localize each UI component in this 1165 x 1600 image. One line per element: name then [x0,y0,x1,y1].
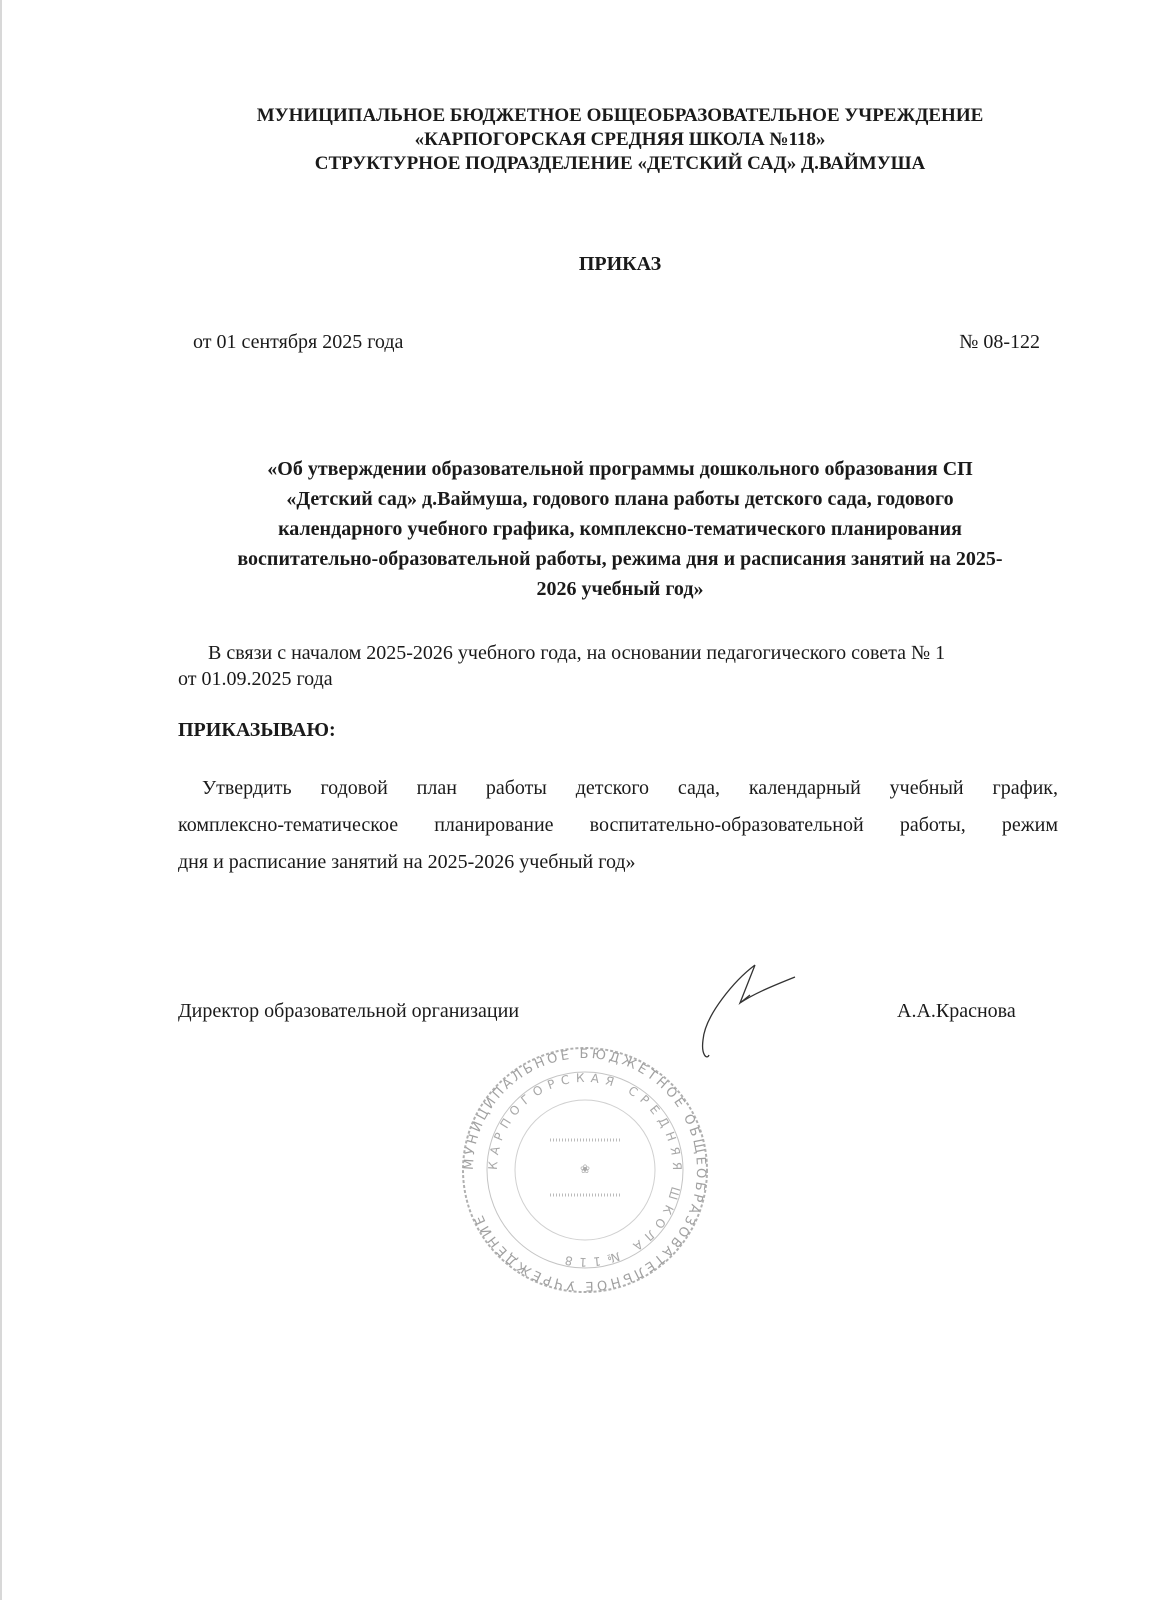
title-line: «Детский сад» д.Ваймуша, годового плана работы детского сада, годового [286,488,954,510]
preamble-line: от 01.09.2025 года [178,668,333,690]
header-line: «КАРПОГОРСКАЯ СРЕДНЯЯ ШКОЛА №118» [414,129,826,150]
body-line: Утвердить годовой план работы детского сада, календарный учебный график, [202,777,1058,799]
document-type: ПРИКАЗ [578,253,662,275]
handwritten-signature [695,955,805,1065]
title-line: «Об утверждении образовательной программы дошкольного образования СП [267,458,973,480]
svg-text:МУНИЦИПАЛЬНОЕ БЮДЖЕТНОЕ ОБЩЕОБ: МУНИЦИПАЛЬНОЕ БЮДЖЕТНОЕ ОБЩЕОБРАЗОВАТЕЛЬНОЕ УЧРЕЖДЕНИЕ [461,1046,709,1294]
preamble [178,640,1058,692]
organization-header [120,104,1120,176]
signatory-position: Директор образовательной организации [178,1000,520,1022]
document-title [175,454,1065,604]
document-number: № 08-122 [959,331,1040,353]
scan-edge [0,0,2,1600]
header-line: СТРУКТУРНОЕ ПОДРАЗДЕЛЕНИЕ «ДЕТСКИЙ САД» Д.ВАЙМУША [314,153,926,174]
svg-text:❀: ❀ [579,1162,591,1176]
body-line: дня и расписание занятий на 2025-2026 учебный год» [178,851,636,873]
signatory-name: А.А.Краснова [897,1000,1016,1022]
title-line: календарного учебного графика, комплексно-тематического планирования [278,518,962,540]
title-line: воспитательно-образовательной работы, режима дня и расписания занятий на 2025- [237,548,1003,570]
document-date: от 01 сентября 2025 года [193,331,404,353]
preamble-line: В связи с началом 2025-2026 учебного года, на основании педагогического совета № 1 [208,642,946,664]
body-line: комплексно-тематическое планирование воспитательно-образовательной работы, режим [178,814,1058,836]
svg-text:КАРПОГОРСКАЯ СРЕДНЯЯ ШКОЛА №11: КАРПОГОРСКАЯ СРЕДНЯЯ ШКОЛА №118 [485,1070,685,1270]
title-line: 2026 учебный год» [536,578,704,600]
order-body [178,770,1058,881]
order-heading: ПРИКАЗЫВАЮ: [178,719,336,741]
header-line: МУНИЦИПАЛЬНОЕ БЮДЖЕТНОЕ ОБЩЕОБРАЗОВАТЕЛЬНОЕ УЧРЕЖДЕНИЕ [256,105,984,126]
official-stamp [455,1045,715,1295]
